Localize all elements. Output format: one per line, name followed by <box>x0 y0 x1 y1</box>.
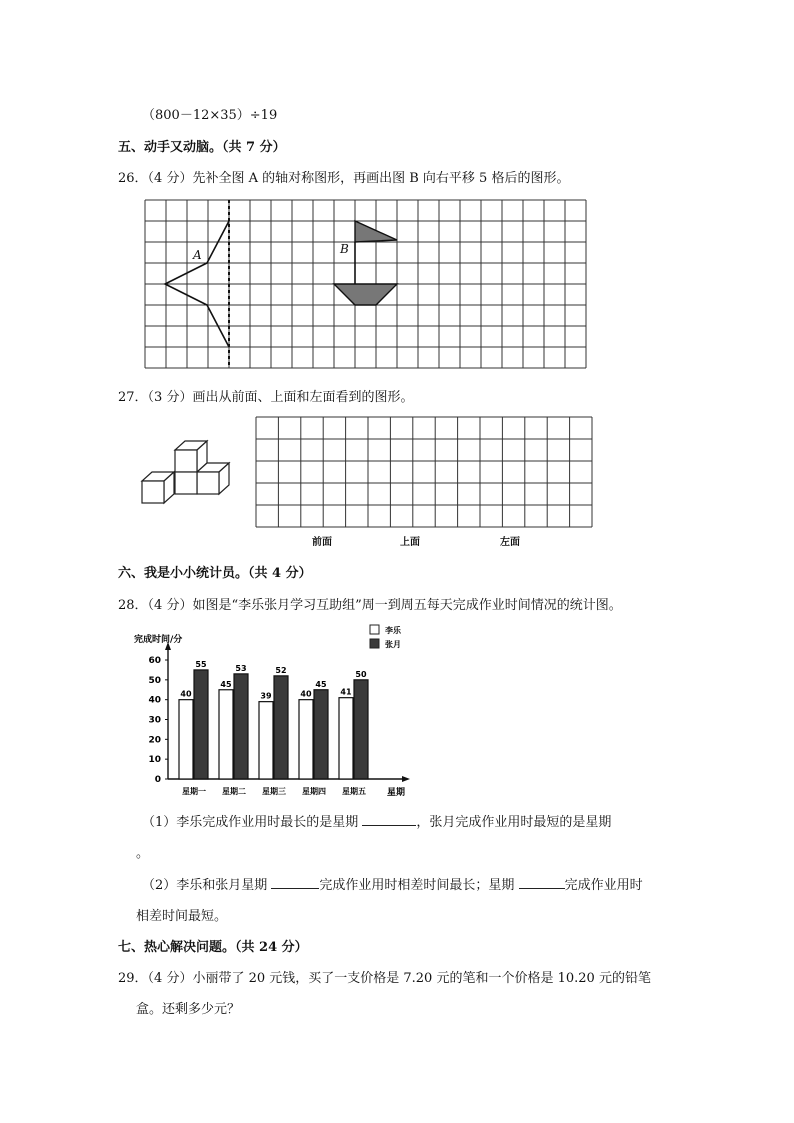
bar-value-label: 40 <box>300 689 312 699</box>
q28-text: 28．（4 分）如图是“李乐张月学习互助组”周一到周五每天完成作业时间情况的统计图。 <box>118 598 622 613</box>
answer-blank-3[interactable] <box>519 875 565 889</box>
x-axis-arrow <box>402 776 410 782</box>
bar-value-label: 52 <box>275 665 287 675</box>
bar-lile <box>299 700 313 779</box>
bar-zhangyue <box>354 680 368 779</box>
q29-line1: 29．（4 分）小丽带了 20 元钱，买了一支价格是 7.20 元的笔和一个价格是 10.20 元的铅笔 <box>118 971 651 986</box>
bar-value-label: 39 <box>260 691 272 701</box>
legend-label-zhangyue: 张月 <box>385 640 401 649</box>
section5-title: 五、动手又动脑。（共 7 分） <box>118 140 286 155</box>
category-label: 星期二 <box>222 787 246 796</box>
legend-swatch-zhangyue <box>370 639 379 648</box>
bar-value-label: 41 <box>340 687 352 697</box>
chart-bars <box>179 670 368 779</box>
bar-value-label: 53 <box>235 663 247 673</box>
category-label: 星期五 <box>342 787 366 796</box>
legend-swatch-lile <box>370 625 379 634</box>
q28-sub2-part-c: 完成作业用时 <box>564 878 643 893</box>
bar-lile <box>219 690 233 779</box>
y-tick-label: 20 <box>148 735 161 746</box>
legend-label-lile: 李乐 <box>385 626 401 635</box>
chart-legend <box>370 625 402 649</box>
label-a: A <box>193 248 202 262</box>
q28-sub1 <box>142 811 611 830</box>
previous-expression: （800－12×35）÷19 <box>142 108 278 123</box>
bar-zhangyue <box>234 674 248 779</box>
category-label: 星期一 <box>182 787 206 796</box>
y-tick-label: 0 <box>154 775 161 785</box>
category-label: 星期四 <box>302 787 326 796</box>
q28-sub1-end: 。 <box>136 846 150 861</box>
bar-zhangyue <box>274 676 288 779</box>
chart-xlabel: 星期 <box>387 788 406 798</box>
q28-sub2-part-a: （2）李乐和张月星期 <box>142 878 268 893</box>
y-tick-label: 40 <box>148 695 161 706</box>
bar-lile <box>259 702 273 779</box>
bar-zhangyue <box>194 670 208 779</box>
bar-value-label: 50 <box>355 669 367 679</box>
q27-text: 27．（3 分）画出从前面、上面和左面看到的图形。 <box>118 390 414 405</box>
bar-lile <box>339 698 353 779</box>
label-b: B <box>340 242 349 256</box>
q29-line2: 盒。还剩多少元？ <box>136 1002 241 1017</box>
q28-sub2 <box>142 874 643 893</box>
answer-blank-2[interactable] <box>271 875 319 889</box>
bar-value-label: 40 <box>180 689 192 699</box>
q28-sub1-part-a: （1）李乐完成作业用时最长的是星期 <box>142 815 359 830</box>
q28-sub1-part-b: ，张月完成作业用时最短的是星期 <box>416 815 612 830</box>
view-label-top: 上面 <box>400 537 420 548</box>
bar-value-label: 45 <box>220 679 232 689</box>
view-label-left: 左面 <box>500 537 520 548</box>
bar-zhangyue <box>314 690 328 779</box>
answer-blank-1[interactable] <box>362 812 416 826</box>
chart-ylabel: 完成时间/分 <box>134 635 183 645</box>
bar-lile <box>179 700 193 779</box>
bar-value-label: 55 <box>195 659 207 669</box>
view-label-front: 前面 <box>312 537 332 548</box>
y-tick-label: 60 <box>148 656 161 666</box>
y-tick-label: 50 <box>148 675 161 686</box>
bar-value-label: 45 <box>315 679 327 689</box>
q28-sub2-part-b: 完成作业用时相差时间最长；星期 <box>319 878 515 893</box>
q26-text: 26．（4 分）先补全图 A 的轴对称图形，再画出图 B 向右平移 5 格后的图形。 <box>118 171 570 186</box>
section7-title: 七、热心解决问题。（共 24 分） <box>118 940 308 955</box>
y-tick-label: 30 <box>148 715 161 726</box>
category-label: 星期三 <box>262 787 286 796</box>
y-tick-label: 10 <box>148 755 161 766</box>
section6-title: 六、我是小小统计员。（共 4 分） <box>118 566 312 581</box>
q28-sub2-end: 相差时间最短。 <box>136 909 228 924</box>
